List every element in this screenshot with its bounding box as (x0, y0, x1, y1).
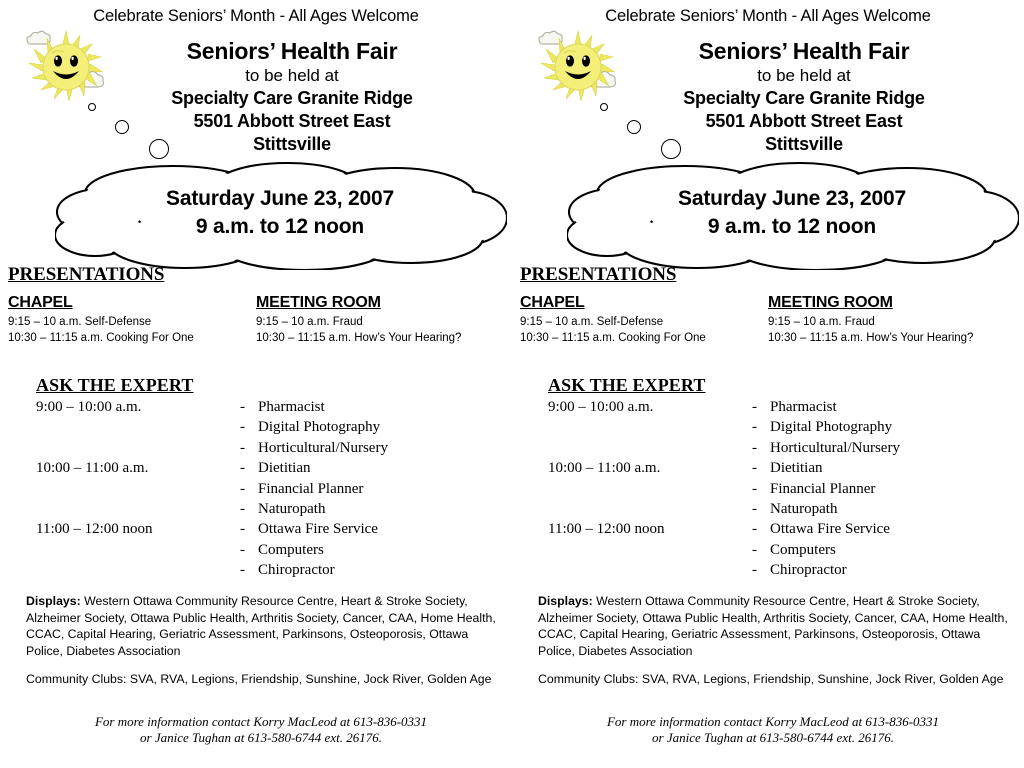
event-datetime (592, 185, 992, 241)
room-column-meeting-room (256, 294, 512, 346)
event-date: Saturday June 23, 2007 (678, 187, 906, 210)
header-block (604, 38, 1004, 156)
venue-name: Specialty Care Granite Ridge (683, 88, 925, 108)
table-row (548, 501, 1008, 521)
page-title: Seniors’ Health Fair (698, 38, 910, 64)
bullet-dash: - (240, 521, 245, 538)
displays-paragraph (26, 593, 496, 659)
bullet-dash: - (752, 439, 757, 456)
room-column-chapel (8, 294, 256, 346)
room-title-chapel: CHAPEL (520, 294, 585, 311)
room-title-meeting-room: MEETING ROOM (768, 294, 893, 311)
expert-time: 9:00 – 10:00 a.m. (548, 399, 654, 415)
event-date: Saturday June 23, 2007 (166, 187, 394, 210)
table-row (36, 399, 496, 419)
bullet-dash: - (240, 500, 245, 517)
session-line: 10:30 – 11:15 a.m. How’s Your Hearing? (256, 331, 462, 344)
contact-footer (538, 714, 1008, 746)
table-row (548, 399, 1008, 419)
bullet-dash: - (752, 500, 757, 517)
bullet-dash: - (240, 480, 245, 497)
session-line: 9:15 – 10 a.m. Fraud (768, 316, 875, 328)
expert-time: 11:00 – 12:00 noon (36, 521, 153, 538)
venue-name: Specialty Care Granite Ridge (171, 88, 413, 108)
venue-city: Stittsville (765, 134, 843, 154)
session-line: 10:30 – 11:15 a.m. Cooking For One (520, 331, 706, 344)
expert-label: Horticultural/Nursery (770, 439, 900, 456)
expert-label: Financial Planner (770, 480, 876, 497)
expert-label: Pharmacist (770, 399, 837, 415)
contact-footer (26, 714, 496, 746)
expert-label: Dietitian (258, 460, 311, 477)
contact-line-1: For more information contact Korry MacLeod at 613-836-0331 (606, 714, 940, 729)
bullet-dash: - (752, 460, 757, 477)
expert-label: Dietitian (770, 460, 823, 477)
bullet-dash: - (752, 541, 757, 558)
expert-label: Financial Planner (258, 480, 364, 497)
table-row (548, 521, 1008, 541)
bullet-dash: - (240, 399, 245, 415)
contact-line-2: or Janice Tughan at 613-580-6744 ext. 26176. (140, 730, 382, 745)
session-line: 10:30 – 11:15 a.m. How’s Your Hearing? (768, 331, 974, 344)
community-clubs-paragraph: Community Clubs: SVA, RVA, Legions, Friendship, Sunshine, Jock River, Golden Age (26, 672, 492, 686)
expert-time: 10:00 – 11:00 a.m. (36, 460, 149, 477)
expert-time: 9:00 – 10:00 a.m. (36, 399, 142, 415)
community-clubs-paragraph: Community Clubs: SVA, RVA, Legions, Friendship, Sunshine, Jock River, Golden Age (538, 672, 1004, 686)
ask-the-expert-heading: ASK THE EXPERT (548, 375, 706, 395)
page-subtitle: to be held at (245, 66, 339, 85)
displays-label: Displays: (538, 594, 593, 608)
event-time: 9 a.m. to 12 noon (707, 215, 877, 238)
displays-text: Western Ottawa Community Resource Centre, Heart & Stroke Society, Alzheimer Society, Ottawa Public Health, Arthritis Society, Cancer, CAA, Home Health, CCAC, Capital Hearing, Geriatric Assessment, Parkinsons, Osteoporosis, Ottawa Police, Diabetes Association (538, 594, 1008, 658)
bullet-dash: - (752, 399, 757, 415)
venue-street: 5501 Abbott Street East (193, 111, 391, 131)
table-row (548, 460, 1008, 480)
tagline: Celebrate Seniors’ Month - All Ages Welcome (93, 7, 419, 25)
table-row (36, 521, 496, 541)
bullet-dash: - (752, 521, 757, 538)
header-block (92, 38, 492, 156)
expert-label: Naturopath (258, 500, 326, 517)
room-title-chapel: CHAPEL (8, 294, 73, 311)
table-row (36, 440, 496, 460)
expert-label: Naturopath (770, 500, 838, 517)
table-row (548, 419, 1008, 439)
expert-label: Chiropractor (770, 562, 847, 579)
expert-label: Horticultural/Nursery (258, 439, 388, 456)
table-row (36, 562, 496, 582)
expert-time: 10:00 – 11:00 a.m. (548, 460, 661, 477)
room-title-meeting-room: MEETING ROOM (256, 294, 381, 311)
bullet-dash: - (240, 562, 245, 579)
room-column-chapel (520, 294, 768, 346)
tagline: Celebrate Seniors’ Month - All Ages Welcome (605, 7, 931, 25)
room-column-meeting-room (768, 294, 1024, 346)
session-line: 9:15 – 10 a.m. Self-Defense (8, 316, 152, 328)
bullet-dash: - (240, 460, 245, 477)
expert-time: 11:00 – 12:00 noon (548, 521, 665, 538)
presentations-heading: PRESENTATIONS (8, 264, 165, 285)
session-line: 9:15 – 10 a.m. Self-Defense (520, 316, 664, 328)
flyer-panel-right (512, 0, 1024, 768)
session-line: 9:15 – 10 a.m. Fraud (256, 316, 363, 328)
table-row (548, 562, 1008, 582)
expert-label: Chiropractor (258, 562, 335, 579)
event-datetime (80, 185, 480, 241)
expert-label: Pharmacist (258, 399, 325, 415)
displays-paragraph (538, 593, 1008, 659)
expert-label: Computers (770, 541, 836, 558)
table-row (548, 440, 1008, 460)
venue-street: 5501 Abbott Street East (705, 111, 903, 131)
table-row (36, 481, 496, 501)
table-row (36, 501, 496, 521)
venue-city: Stittsville (253, 134, 331, 154)
bullet-dash: - (752, 419, 757, 436)
table-row (36, 542, 496, 562)
bullet-dash: - (240, 439, 245, 456)
presentations-heading: PRESENTATIONS (520, 264, 677, 285)
expert-label: Digital Photography (770, 419, 893, 436)
ask-the-expert-table (36, 399, 496, 583)
ask-the-expert-table (548, 399, 1008, 583)
table-row (36, 419, 496, 439)
displays-label: Displays: (26, 594, 81, 608)
ask-the-expert-heading: ASK THE EXPERT (36, 375, 194, 395)
page-subtitle: to be held at (757, 66, 851, 85)
bullet-dash: - (752, 480, 757, 497)
expert-label: Digital Photography (258, 419, 381, 436)
expert-label: Computers (258, 541, 324, 558)
contact-line-1: For more information contact Korry MacLeod at 613-836-0331 (94, 714, 428, 729)
expert-label: Ottawa Fire Service (258, 521, 378, 538)
session-line: 10:30 – 11:15 a.m. Cooking For One (8, 331, 194, 344)
bullet-dash: - (240, 541, 245, 558)
table-row (36, 460, 496, 480)
displays-text: Western Ottawa Community Resource Centre, Heart & Stroke Society, Alzheimer Society, Ottawa Public Health, Arthritis Society, Cancer, CAA, Home Health, CCAC, Capital Hearing, Geriatric Assessment, Parkinsons, Osteoporosis, Ottawa Police, Diabetes Association (26, 594, 496, 658)
bullet-dash: - (752, 562, 757, 579)
contact-line-2: or Janice Tughan at 613-580-6744 ext. 26176. (652, 730, 894, 745)
event-time: 9 a.m. to 12 noon (195, 215, 365, 238)
bullet-dash: - (240, 419, 245, 436)
table-row (548, 481, 1008, 501)
table-row (548, 542, 1008, 562)
expert-label: Ottawa Fire Service (770, 521, 890, 538)
page-title: Seniors’ Health Fair (186, 38, 398, 64)
